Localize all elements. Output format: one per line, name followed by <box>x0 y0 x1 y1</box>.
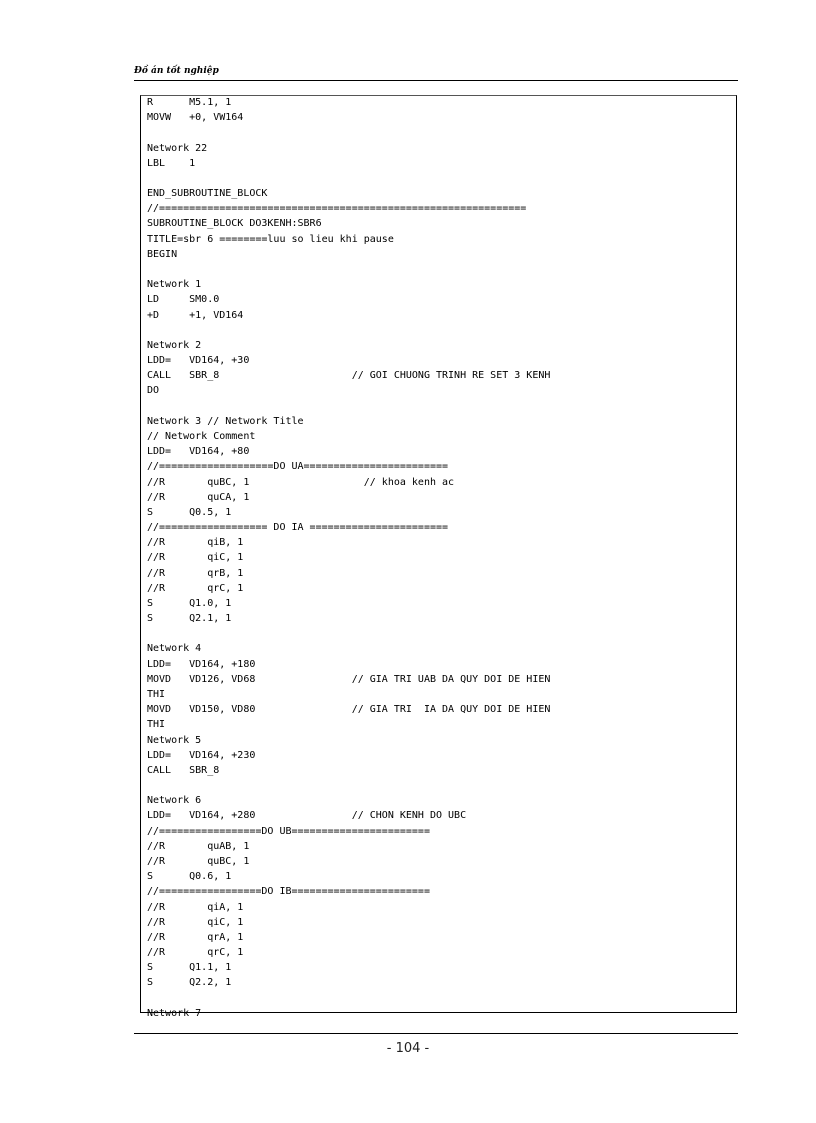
code-line: LDD= VD164, +230 <box>147 749 256 761</box>
code-line: //================== DO IA ======================= <box>147 522 449 534</box>
code-line: Network 6 <box>147 795 202 807</box>
footer-divider <box>134 1033 738 1034</box>
code-line: CALL SBR_8 // GOI CHUONG TRINH RE SET 3 KENH <box>147 370 551 382</box>
code-line: LDD= VD164, +80 <box>147 446 250 458</box>
code-line: //R qiC, 1 <box>147 552 244 564</box>
code-line: //R qrB, 1 <box>147 567 244 579</box>
code-line: //============================================================= <box>147 203 527 215</box>
code-line: //R quBC, 1 // khoa kenh ac <box>147 476 455 488</box>
code-line: DO <box>147 385 160 397</box>
code-line: //R qrC, 1 <box>147 947 244 959</box>
code-line: //=================DO IB======================= <box>147 886 430 898</box>
code-line: Network 22 <box>147 142 208 154</box>
code-line: TITLE=sbr 6 ========luu so lieu khi pause <box>147 233 394 245</box>
code-line: //R qiA, 1 <box>147 901 244 913</box>
code-line: Network 2 <box>147 339 202 351</box>
code-line: //===================DO UA======================== <box>147 461 449 473</box>
code-line: //R quBC, 1 <box>147 856 250 867</box>
code-line: S Q1.0, 1 <box>147 597 232 609</box>
code-line: //R quCA, 1 <box>147 491 250 503</box>
code-line: BEGIN <box>147 248 178 260</box>
code-line: //R qiC, 1 <box>147 916 244 928</box>
code-listing-box-bottom-border <box>140 1012 737 1013</box>
code-line: THI <box>147 719 166 731</box>
code-line: LDD= VD164, +280 // CHON KENH DO UBC <box>147 810 467 822</box>
page-header-title: Đồ án tốt nghiệp <box>134 66 219 76</box>
code-line: R M5.1, 1 <box>147 97 232 108</box>
code-line: // Network Comment <box>147 430 256 442</box>
code-line: //R quAB, 1 <box>147 840 250 852</box>
code-line: SUBROUTINE_BLOCK DO3KENH:SBR6 <box>147 218 322 230</box>
code-line: LDD= VD164, +30 <box>147 355 250 367</box>
code-line: MOVW +0, VW164 <box>147 112 244 124</box>
code-line: Network 5 <box>147 734 202 746</box>
code-line: Network 7 <box>147 1007 202 1019</box>
code-line: MOVD VD126, VD68 // GIA TRI UAB DA QUY DOI DE HIEN <box>147 673 551 685</box>
code-line: S Q2.2, 1 <box>147 977 232 989</box>
header-divider <box>134 80 738 81</box>
code-line: S Q0.6, 1 <box>147 871 232 883</box>
code-line: +D +1, VD164 <box>147 309 244 321</box>
page-number: - 104 - <box>386 1041 430 1056</box>
code-line: LD SM0.0 <box>147 294 220 306</box>
code-line: S Q2.1, 1 <box>147 613 232 625</box>
code-line: S Q1.1, 1 <box>147 962 232 974</box>
code-line: //R qiB, 1 <box>147 537 244 549</box>
code-line: //R qrA, 1 <box>147 931 244 943</box>
code-line: LDD= VD164, +180 <box>147 658 256 670</box>
code-line: S Q0.5, 1 <box>147 506 232 518</box>
code-line: LBL 1 <box>147 157 196 169</box>
code-line: CALL SBR_8 <box>147 764 220 776</box>
code-line: Network 4 <box>147 643 202 655</box>
code-line: Network 3 // Network Title <box>147 415 304 427</box>
code-line: //R qrC, 1 <box>147 582 244 594</box>
code-line: THI <box>147 689 166 701</box>
code-line: //=================DO UB======================= <box>147 825 430 837</box>
code-line: MOVD VD150, VD80 // GIA TRI IA DA QUY DOI DE HIEN <box>147 704 551 716</box>
code-line: Network 1 <box>147 279 202 291</box>
code-line: END_SUBROUTINE_BLOCK <box>147 188 268 200</box>
